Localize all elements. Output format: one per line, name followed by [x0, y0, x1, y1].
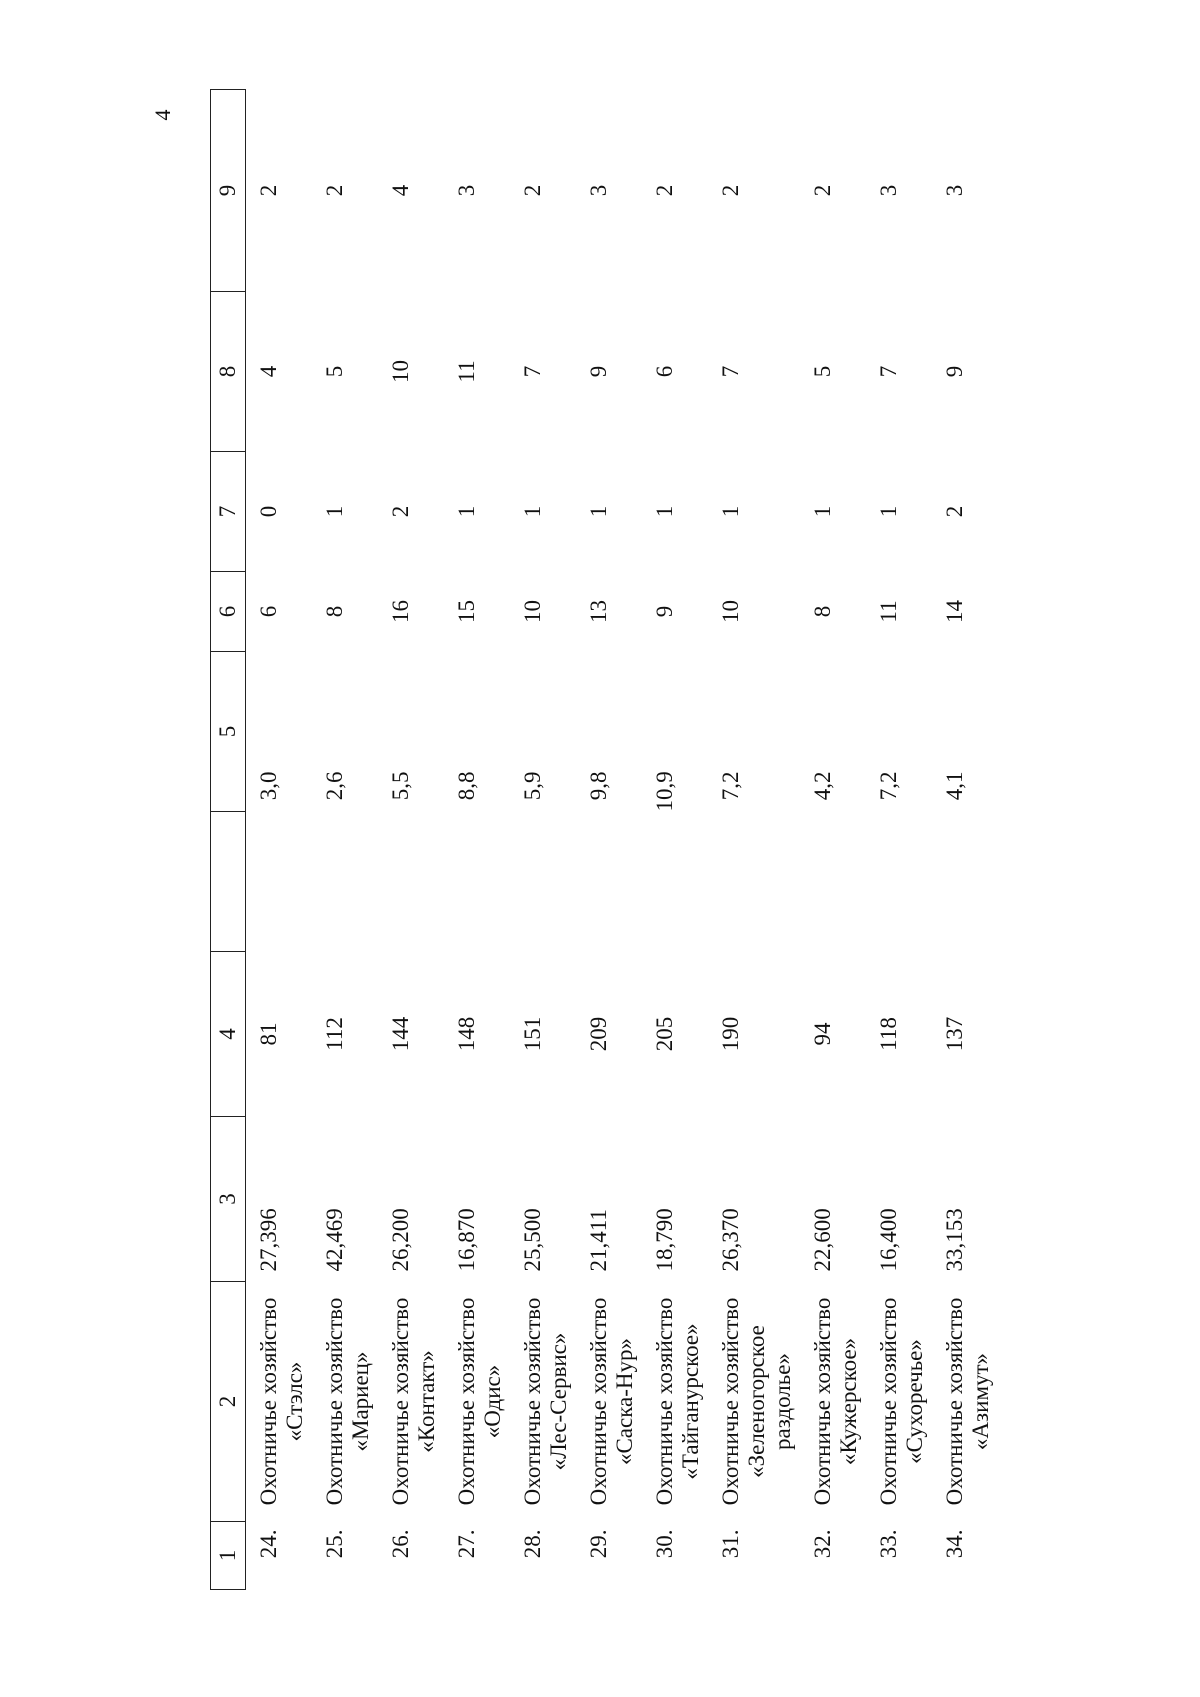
cell-col6: 6: [256, 605, 281, 618]
cell-col6: 9: [652, 605, 677, 618]
cell-col6: 8: [810, 605, 835, 618]
cell-col4: 209: [586, 1016, 611, 1052]
cell-area: 22,600: [810, 1208, 835, 1272]
rotated-table-container: [210, 90, 1030, 1590]
row-number: 26.: [388, 1529, 413, 1559]
cell-col9: 2: [520, 184, 545, 197]
cell-col7: 2: [388, 505, 413, 518]
cell-col9: 2: [718, 184, 743, 197]
farm-name: Охотничье хозяйство «Тайганурское»: [652, 1297, 703, 1506]
farm-name: Охотничье хозяйство «Лес-Сервис»: [520, 1297, 571, 1506]
cell-col7: 1: [520, 505, 545, 518]
farm-name: Охотничье хозяйство «Контакт»: [388, 1297, 439, 1506]
cell-col5: 8,8: [454, 771, 479, 801]
farm-name: Охотничье хозяйство «Кужерское»: [810, 1297, 861, 1506]
header-cell: 5: [211, 652, 246, 812]
cell-col7: 1: [454, 505, 479, 518]
cell-col4: 118: [876, 1017, 901, 1051]
row-number: 31.: [718, 1529, 743, 1559]
table-row: [378, 90, 444, 1590]
cell-col8: 9: [942, 365, 967, 378]
cell-col8: 7: [520, 365, 545, 378]
cell-col4: 151: [520, 1016, 545, 1052]
cell-area: 26,200: [388, 1208, 413, 1272]
cell-col9: 2: [652, 184, 677, 197]
cell-col7: 1: [586, 505, 611, 518]
cell-col5: 4,2: [810, 771, 835, 801]
cell-col6: 11: [876, 600, 901, 623]
cell-area: 16,870: [454, 1208, 479, 1272]
cell-col4: 94: [810, 1022, 835, 1046]
hunting-farms-table: [210, 89, 998, 1590]
table-row: [246, 90, 313, 1590]
row-number: 25.: [322, 1529, 347, 1559]
cell-col6: 14: [942, 600, 967, 623]
cell-col7: 1: [718, 505, 743, 518]
farm-name: Охотничье хозяйство «Стэлс»: [256, 1297, 307, 1506]
cell-col5: 5,9: [520, 771, 545, 801]
cell-col6: 10: [718, 600, 743, 623]
cell-area: 27,396: [256, 1208, 281, 1272]
cell-col9: 4: [388, 184, 413, 197]
row-number: 29.: [586, 1529, 611, 1559]
header-cell: 7: [211, 452, 246, 572]
cell-col4: 205: [652, 1016, 677, 1052]
header-cell: 8: [211, 292, 246, 452]
header-cell: [211, 812, 246, 952]
cell-col7: 1: [810, 505, 835, 518]
cell-col8: 5: [322, 365, 347, 378]
cell-col7: 1: [652, 505, 677, 518]
row-number: 30.: [652, 1529, 677, 1559]
cell-col5: 4,1: [942, 771, 967, 801]
cell-col5: 7,2: [718, 771, 743, 801]
cell-col4: 144: [388, 1016, 413, 1052]
row-number: 34.: [942, 1529, 967, 1559]
row-number: 24.: [256, 1529, 281, 1559]
cell-col8: 11: [454, 360, 479, 383]
cell-col8: 7: [718, 365, 743, 378]
table-row: [312, 90, 378, 1590]
cell-col7: 1: [322, 505, 347, 518]
cell-col4: 190: [718, 1016, 743, 1052]
cell-area: 21,411: [586, 1209, 611, 1272]
header-cell: 2: [211, 1282, 246, 1522]
cell-col8: 4: [256, 365, 281, 378]
table-row: [642, 90, 708, 1590]
cell-col5: 2,6: [322, 771, 347, 801]
cell-col4: 148: [454, 1016, 479, 1052]
cell-area: 26,370: [718, 1208, 743, 1272]
header-cell: 1: [211, 1522, 246, 1590]
cell-col6: 10: [520, 600, 545, 623]
row-number: 28.: [520, 1529, 545, 1559]
cell-col9: 3: [454, 184, 479, 197]
cell-col7: 0: [256, 505, 281, 518]
cell-col9: 2: [322, 184, 347, 197]
cell-col6: 15: [454, 600, 479, 623]
cell-area: 33,153: [942, 1208, 967, 1272]
table-row: [576, 90, 642, 1590]
cell-col8: 7: [876, 365, 901, 378]
header-cell: 6: [211, 572, 246, 652]
cell-col5: 9,8: [586, 771, 611, 801]
cell-area: 18,790: [652, 1208, 677, 1272]
cell-col9: 3: [876, 184, 901, 197]
row-number: 27.: [454, 1529, 479, 1559]
row-number: 32.: [810, 1529, 835, 1559]
header-cell: 9: [211, 90, 246, 292]
cell-col4: 81: [256, 1022, 281, 1046]
farm-name: Охотничье хозяйство «Саска-Нур»: [586, 1297, 637, 1506]
header-row: [211, 90, 246, 1590]
header-cell: 3: [211, 1117, 246, 1282]
cell-col4: 137: [942, 1016, 967, 1052]
table-row: [708, 90, 800, 1590]
cell-col6: 16: [388, 600, 413, 623]
cell-area: 25,500: [520, 1208, 545, 1272]
cell-col9: 3: [586, 184, 611, 197]
cell-col7: 2: [942, 505, 967, 518]
cell-col8: 6: [652, 365, 677, 378]
cell-col6: 8: [322, 605, 347, 618]
cell-col5: 7,2: [876, 771, 901, 801]
header-cell: 4: [211, 952, 246, 1117]
cell-col8: 5: [810, 365, 835, 378]
cell-area: 42,469: [322, 1208, 347, 1272]
cell-col5: 5,5: [388, 771, 413, 801]
farm-name: Охотничье хозяйство «Зеленогорское раздолье»: [718, 1297, 795, 1506]
page-number: 4: [150, 109, 175, 121]
cell-col6: 13: [586, 600, 611, 623]
farm-name: Охотничье хозяйство «Азимут»: [942, 1297, 993, 1506]
cell-area: 16,400: [876, 1208, 901, 1272]
farm-name: Охотничье хозяйство «Сухоречье»: [876, 1297, 927, 1506]
cell-col9: 3: [942, 184, 967, 197]
cell-col5: 3,0: [256, 771, 281, 801]
farm-name: Охотничье хозяйство «Мариец»: [322, 1297, 373, 1506]
table-row: [510, 90, 576, 1590]
table-row: [866, 90, 932, 1590]
table-row: [444, 90, 510, 1590]
cell-col8: 9: [586, 365, 611, 378]
row-number: 33.: [876, 1529, 901, 1559]
cell-col5: 10,9: [652, 771, 677, 812]
cell-col4: 112: [322, 1017, 347, 1051]
cell-col9: 2: [256, 184, 281, 197]
table-row: [932, 90, 998, 1590]
cell-col8: 10: [388, 360, 413, 383]
cell-col7: 1: [876, 505, 901, 518]
table-row: [800, 90, 866, 1590]
farm-name: Охотничье хозяйство «Одис»: [454, 1297, 505, 1506]
cell-col9: 2: [810, 184, 835, 197]
